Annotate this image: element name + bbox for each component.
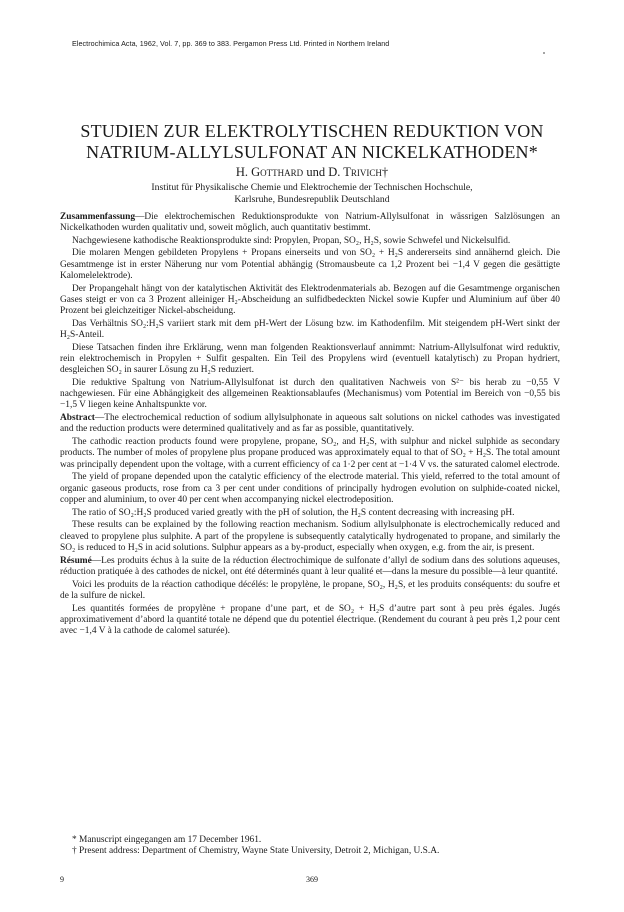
french-paragraph-2: Voici les produits de la réaction cathodique décélés: le propylène, le propane, SO₂, H₂S, et les produits conséquents: du soufre et de la sulfure de nickel. — [60, 579, 560, 601]
authors — [40, 165, 584, 180]
english-label: Abstract — [60, 413, 95, 424]
french-label: Résumé — [60, 555, 92, 566]
affiliation-line-1: Institut für Physikalische Chemie und Elektrochemie der Technischen Hochschule, — [151, 182, 473, 193]
german-paragraph-6: Diese Tatsachen finden ihre Erklärung, wenn man folgenden Reaktionsverlauf annimmt: Natrium-Allylsulfonat wird reduktiv, rein elektrochemisch in Propylen + Sulfit gespalten. Ein Teil des Propylens wird (eventuell katalytisch) zu Propan hydriert, desgleichen SO₂ in saurer Lösung zu H₂S reduziert. — [60, 342, 560, 376]
english-paragraph-3: The yield of propane depended upon the catalytic efficiency of the electrode material. This yield, referred to the total amount of organic gaseous products, rose from ca 3 per cent under conditions of principally hydrogen evolution on sulphide-coated nickel, copper and aluminium, to over 40 per cent when accompanying nickel electrodeposition. — [60, 472, 560, 505]
english-paragraph-5: These results can be explained by the following reaction mechanism. Sodium allylsulphonate is electrochemically reduced and cleaved to propylene plus sulphite. A part of the propylene is subsequently catalytically hydrogenated to propane, and similarly the SO₂ is reduced to H₂S in acid solutions. Sulphur appears as a by-product, especially when oxygen, e.g. from the air, is present. — [60, 520, 560, 553]
footnote-received: * Manuscript eingegangen am 17 December 1961. — [72, 835, 262, 845]
german-paragraph-1 — [60, 212, 560, 234]
german-text-1: —Die elektrochemischen Reduktionsprodukte von Natrium-Allylsulfonat in wässrigen Salzlösungen an Nickelkathoden wurden qualitativ und, soweit möglich, auch quantitativ bestimmt. — [60, 211, 560, 233]
french-paragraph-3: Les quantités formées de propylène + propane d’une part, et de SO₂ + H₂S d’autre part sont à peu près égales. Jugés approximativement d’abord la quantité totale ne dépend que du potentiel électrique. (Rendement du courant à peu près 1,2 pour cent avec −1,4 V à la cathode de calomel saturée). — [60, 603, 560, 637]
english-text-1: —The electrochemical reduction of sodium allylsulphonate in aqueous salt solutions on nickel cathodes was investigated and the reduction products were determined qualitatively and as far as possible, quantitatively. — [60, 413, 560, 435]
title-line-2: NATRIUM-ALLYLSULFONAT AN NICKELKATHODEN* — [86, 142, 538, 162]
abstracts-body — [60, 210, 560, 639]
english-paragraph-1 — [60, 413, 560, 435]
german-paragraph-7: Die reduktive Spaltung von Natrium-Allylsulfonat ist durch den qualitativen Nachweis von S²⁻ bis herab zu −0,55 V nachgewiesen. Für eine Abhängigkeit des allgemeinen Reaktionsablaufes (Mechanismus) vom Potential im Bereich von −0,55 bis −1,5 V liegen keine Anhaltspunkte vor. — [60, 378, 560, 411]
authors-and: und — [306, 165, 326, 179]
german-paragraph-2: Nachgewiesene kathodische Reaktionsprodukte sind: Propylen, Propan, SO₂, H₂S, sowie Schwefel und Nickelsulfid. — [72, 235, 511, 246]
french-text-1: —Les produits échus à la suite de la réduction électrochimique de sulfonate d’allyl de sodium dans des solutions aqueuses, réduction pratiquée à des cathodes de nickel, ont été déterminés quant à leur qualité et—dans la mesure du possible—à leur quantité. — [60, 555, 560, 577]
german-paragraph-5: Das Verhältnis SO₂:H₂S variiert stark mit dem pH-Wert der Lösung bzw. im Kathodenfilm. Mit steigendem pH-Wert sinkt der H₂S-Anteil. — [60, 318, 560, 340]
signature-mark: 9 — [60, 875, 64, 884]
article-title — [40, 121, 584, 163]
journal-header: Electrochimica Acta, 1962, Vol. 7, pp. 369 to 383. Pergamon Press Ltd. Printed in Northern Ireland — [72, 39, 390, 48]
german-label: Zusammenfassung — [60, 211, 136, 222]
speck-mark — [543, 52, 545, 54]
french-paragraph-1 — [60, 556, 560, 578]
german-paragraph-3: Die molaren Mengen gebildeten Propylens + Propans einerseits und von SO₂ + H₂S andererseits sind annähernd gleich. Die Gesamtmenge ist in erster Näherung nur vom Potential abhängig (Stromausbeute ca 1,2 Prozent bei −1,4 V gegen die gesättigte Kalomelelektrode). — [60, 248, 560, 281]
author-1: H. Gotthard — [235, 165, 304, 179]
german-paragraph-4: Der Propangehalt hängt von der katalytischen Aktivität des Elektrodenmaterials ab. Bezogen auf die Gesamtmenge organischen Gases steigt er von ca 3 Prozent alleiniger H₂-Abscheidung an sulfidbedeckten Nickel sowie Kupfer und Aluminium auf über 40 Prozent bei gleichzeitiger Nickel-abscheidung. — [60, 283, 560, 316]
footnote-address: † Present address: Department of Chemistry, Wayne State University, Detroit 2, Michigan, U.S.A. — [72, 846, 440, 857]
title-line-1: STUDIEN ZUR ELEKTROLYTISCHEN REDUKTION VON — [80, 121, 544, 141]
page-number: 369 — [306, 875, 318, 884]
english-paragraph-4: The ratio of SO₂:H₂S produced varied greatly with the pH of solution, the H₂S content decreasing with increasing pH. — [72, 507, 515, 518]
affiliation — [40, 182, 584, 206]
author-2-footnote-mark: † — [381, 165, 389, 179]
english-paragraph-2: The cathodic reaction products found were propylene, propane, SO₂, and H₂S, with sulphur and nickel sulphide as secondary products. The number of moles of propylene plus propane produced was approximately equal to that of SO₂ + H₂S. The total amount was principally dependent upon the voltage, with a current efficiency of ca 1·2 per cent at −1·4 V vs. the saturated calomel electrode. — [60, 437, 560, 470]
affiliation-line-2: Karlsruhe, Bundesrepublik Deutschland — [234, 194, 390, 205]
footnotes — [60, 835, 560, 858]
author-2: D. Trivich — [328, 165, 382, 179]
